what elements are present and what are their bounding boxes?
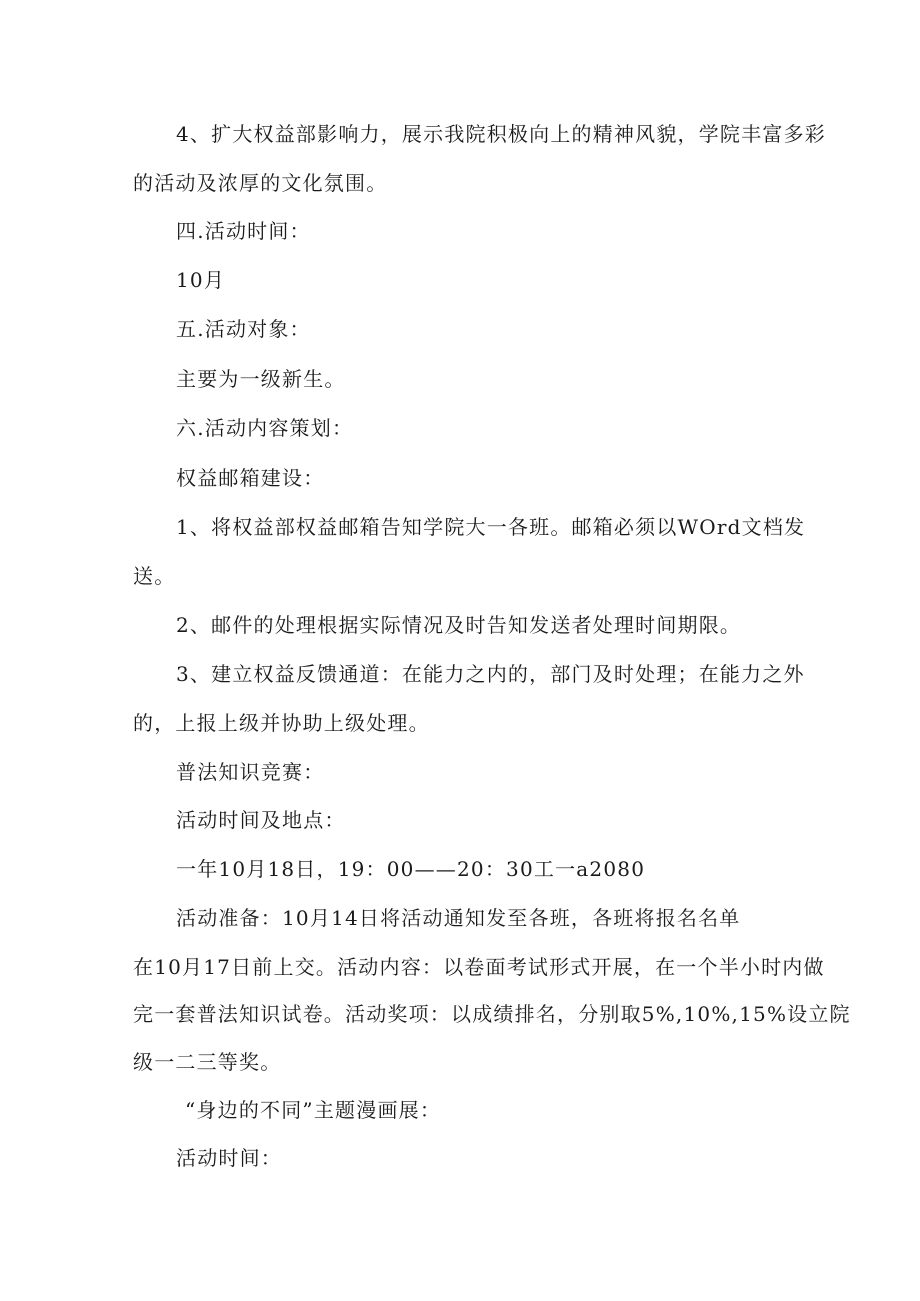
paragraph-line: 10月	[176, 268, 226, 292]
paragraph-line: 3、建立权益反馈通道：在能力之内的，部门及时处理；在能力之外	[176, 662, 805, 686]
section-heading: 六.活动内容策划：	[176, 416, 354, 440]
paragraph-line: 一年10月18日，19：00——20：30工一a2080	[176, 857, 646, 881]
section-heading: 五.活动对象：	[176, 317, 311, 341]
paragraph-line: 完一套普法知识试卷。活动奖项：以成绩排名，分别取5%,10%,15%设立院	[133, 1002, 851, 1026]
paragraph-line: 主要为一级新生。	[176, 367, 346, 391]
paragraph-line: 级一二三等奖。	[133, 1050, 282, 1074]
paragraph-line: 的，上报上级并协助上级处理。	[133, 711, 430, 735]
section-heading: 四.活动时间：	[176, 219, 311, 243]
paragraph-line: 送。	[133, 564, 176, 588]
subsection-heading: 权益邮箱建设：	[176, 466, 325, 490]
paragraph-line: 活动准备：10月14日将活动通知发至各班，各班将报名名单	[176, 906, 741, 930]
paragraph-line: 2、邮件的处理根据实际情况及时告知发送者处理时间期限。	[176, 613, 742, 637]
paragraph-line: 活动时间：	[176, 1146, 282, 1170]
paragraph-line: 1、将权益部权益邮箱告知学院大一各班。邮箱必须以WOrd文档发	[176, 515, 806, 539]
subsection-heading: “身边的不同”主题漫画展：	[185, 1098, 442, 1122]
paragraph-line: 的活动及浓厚的文化氛围。	[133, 171, 388, 195]
paragraph-line: 4、扩大权益部影响力，展示我院积极向上的精神风貌，学院丰富多彩	[176, 122, 826, 146]
paragraph-line: 在10月17日前上交。活动内容：以卷面考试形式开展，在一个半小时内做	[133, 955, 825, 979]
paragraph-line: 活动时间及地点：	[176, 808, 346, 832]
subsection-heading: 普法知识竞赛：	[176, 760, 325, 784]
